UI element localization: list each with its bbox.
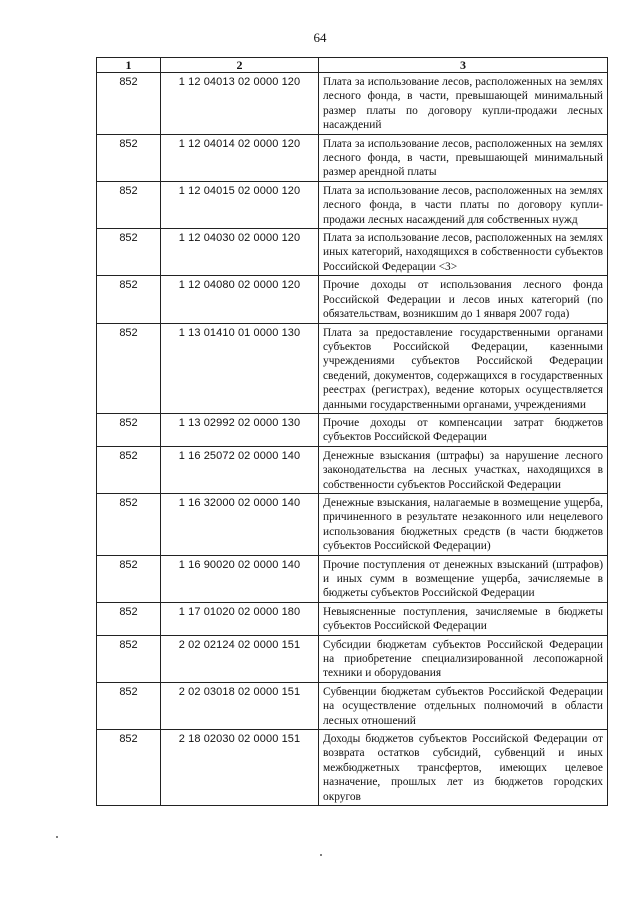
income-codes-table — [96, 57, 608, 806]
table-row — [97, 493, 608, 555]
table-row — [97, 229, 608, 276]
admin-code-cell: 852 — [97, 134, 161, 181]
admin-code-cell: 852 — [97, 229, 161, 276]
income-description-cell: Плата за использование лесов, расположенных на землях лесного фонда, в части, превышающей минимальный размер платы по договору купли-продажи лесных насаждений — [319, 73, 608, 135]
table-row — [97, 73, 608, 135]
table-row — [97, 413, 608, 446]
table-row — [97, 134, 608, 181]
admin-code-cell: 852 — [97, 276, 161, 323]
income-code-cell: 1 13 02992 02 0000 130 — [161, 413, 319, 446]
income-code-cell: 1 12 04030 02 0000 120 — [161, 229, 319, 276]
income-code-cell: 2 02 02124 02 0000 151 — [161, 635, 319, 682]
admin-code-cell: 852 — [97, 446, 161, 493]
income-description-cell: Денежные взыскания, налагаемые в возмещение ущерба, причиненного в результате незаконного или нецелевого использования бюджетных средств (в части бюджетов субъектов Российской Федерации) — [319, 493, 608, 555]
income-description-cell: Прочие доходы от компенсации затрат бюджетов субъектов Российской Федерации — [319, 413, 608, 446]
page-number: 64 — [313, 30, 327, 45]
income-code-cell: 1 12 04013 02 0000 120 — [161, 73, 319, 135]
table-row — [97, 323, 608, 413]
table-row — [97, 730, 608, 806]
income-description-cell: Доходы бюджетов субъектов Российской Федерации от возврата остатков субсидий, субвенций и иных межбюджетных трансфертов, имеющих целевое назначение, прошлых лет из бюджетов городских округов — [319, 730, 608, 806]
income-code-cell: 2 02 03018 02 0000 151 — [161, 682, 319, 729]
income-description-cell: Плата за предоставление государственными органами субъектов Российской Федерации, казенными учреждениями субъектов Российской Федерации сведений, документов, содержащихся в государственных реестрах (регистрах), ведение которых осуществляется данными государственными органами, учреждениями — [319, 323, 608, 413]
admin-code-cell: 852 — [97, 493, 161, 555]
table-row — [97, 276, 608, 323]
income-description-cell: Плата за использование лесов, расположенных на землях лесного фонда, в части платы по договору купли-продажи лесных насаждений для собственных нужд — [319, 181, 608, 228]
income-description-cell: Прочие поступления от денежных взысканий (штрафов) и иных сумм в возмещение ущерба, зачисляемые в бюджеты субъектов Российской Федерации — [319, 555, 608, 602]
income-code-cell: 1 17 01020 02 0000 180 — [161, 602, 319, 635]
column-header-3: 3 — [319, 58, 608, 73]
scan-speck — [320, 854, 322, 856]
table-row — [97, 682, 608, 729]
admin-code-cell: 852 — [97, 181, 161, 228]
income-description-cell: Денежные взыскания (штрафы) за нарушение лесного законодательства на лесных участках, находящихся в собственности субъектов Российской Федерации — [319, 446, 608, 493]
income-description-cell: Невыясненные поступления, зачисляемые в бюджеты субъектов Российской Федерации — [319, 602, 608, 635]
table-row — [97, 602, 608, 635]
table-row — [97, 555, 608, 602]
income-description-cell: Плата за использование лесов, расположенных на землях иных категорий, находящихся в собственности субъектов Российской Федерации <3> — [319, 229, 608, 276]
income-code-cell: 1 16 25072 02 0000 140 — [161, 446, 319, 493]
admin-code-cell: 852 — [97, 730, 161, 806]
income-code-cell: 1 16 90020 02 0000 140 — [161, 555, 319, 602]
income-description-cell: Субсидии бюджетам субъектов Российской Федерации на приобретение специализированной лесопожарной техники и оборудования — [319, 635, 608, 682]
income-code-cell: 1 16 32000 02 0000 140 — [161, 493, 319, 555]
admin-code-cell: 852 — [97, 323, 161, 413]
income-description-cell: Прочие доходы от использования лесного фонда Российской Федерации и лесов иных категорий (по обязательствам, возникшим до 1 января 2007 года) — [319, 276, 608, 323]
table-row — [97, 446, 608, 493]
table-row — [97, 181, 608, 228]
admin-code-cell: 852 — [97, 555, 161, 602]
income-code-cell: 1 12 04080 02 0000 120 — [161, 276, 319, 323]
income-code-cell: 1 12 04015 02 0000 120 — [161, 181, 319, 228]
scan-speck — [56, 836, 58, 838]
admin-code-cell: 852 — [97, 635, 161, 682]
admin-code-cell: 852 — [97, 73, 161, 135]
column-header-1: 1 — [97, 58, 161, 73]
column-header-2: 2 — [161, 58, 319, 73]
income-code-cell: 1 13 01410 01 0000 130 — [161, 323, 319, 413]
income-description-cell: Плата за использование лесов, расположенных на землях лесного фонда, в части, превышающей минимальный размер арендной платы — [319, 134, 608, 181]
table-header-row — [97, 58, 608, 73]
income-code-cell: 2 18 02030 02 0000 151 — [161, 730, 319, 806]
admin-code-cell: 852 — [97, 602, 161, 635]
income-description-cell: Субвенции бюджетам субъектов Российской Федерации на осуществление отдельных полномочий в области лесных отношений — [319, 682, 608, 729]
admin-code-cell: 852 — [97, 413, 161, 446]
admin-code-cell: 852 — [97, 682, 161, 729]
income-code-cell: 1 12 04014 02 0000 120 — [161, 134, 319, 181]
table-row — [97, 635, 608, 682]
